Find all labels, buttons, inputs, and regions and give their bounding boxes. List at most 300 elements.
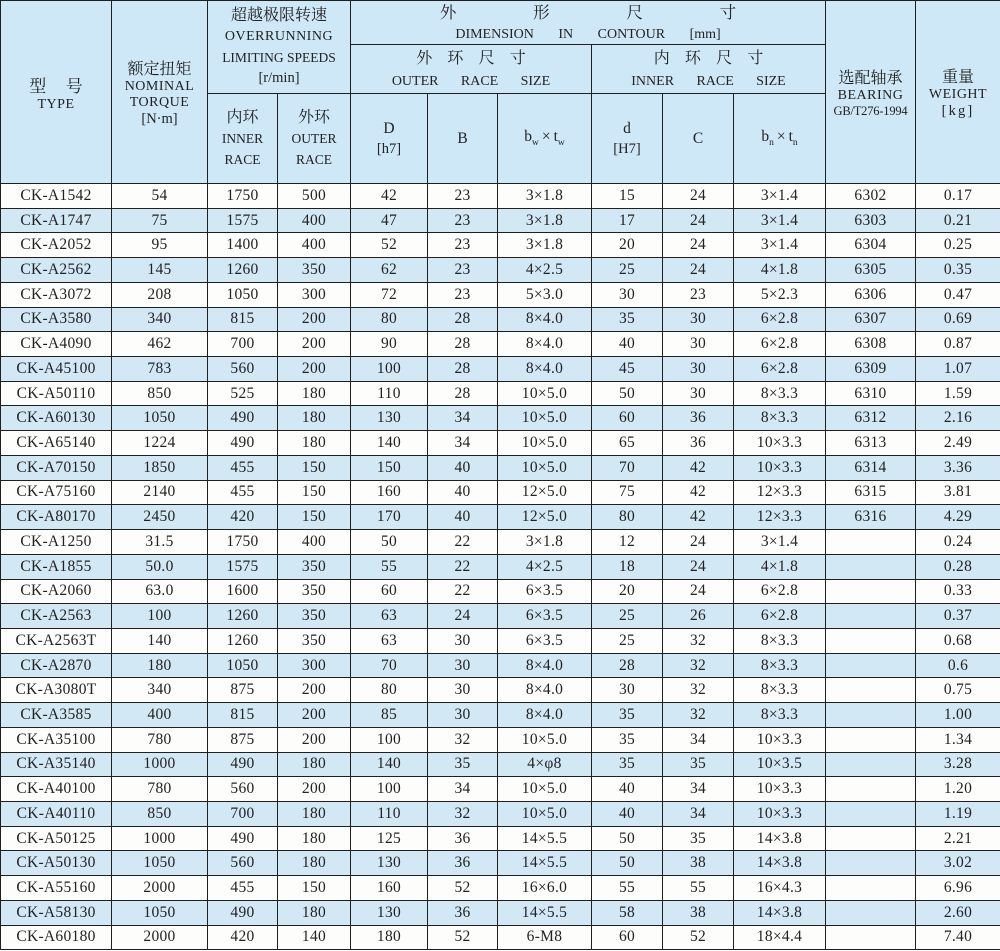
cell-bntn: 3×1.4 [734,208,826,233]
cell-bntn: 6×2.8 [734,604,826,629]
cell-torque: 340 [112,307,208,332]
cell-bntn: 4×1.8 [734,258,826,283]
cell-B: 22 [428,554,498,579]
bearing-standard: GB/T276-1994 [833,104,908,118]
cell-weight: 0.24 [916,530,1000,555]
cell-D: 63 [351,628,428,653]
cell-type: CK-A3080T [1,678,112,703]
cell-C: 24 [663,530,734,555]
cell-bntn: 8×3.3 [734,381,826,406]
cell-weight: 2.16 [916,406,1000,431]
cell-speed-inner: 1050 [208,653,278,678]
cell-speed-outer: 180 [278,752,351,777]
cell-bearing: 6307 [826,307,916,332]
cell-C: 34 [663,777,734,802]
cell-weight: 1.00 [916,703,1000,728]
col-header-inner-race-size [592,45,826,94]
cell-torque: 63.0 [112,579,208,604]
cell-d: 25 [592,258,663,283]
cell-bearing [826,876,916,901]
inner-race-size-zh: 内 环 尺 寸 [653,49,769,67]
cell-weight: 1.20 [916,777,1000,802]
cell-C: 30 [663,307,734,332]
cell-D: 160 [351,876,428,901]
cell-speed-inner: 1260 [208,628,278,653]
cell-speed-outer: 200 [278,777,351,802]
table-row [1,777,1000,802]
speed-inner-en1: INNER [221,131,264,146]
cell-weight: 3.81 [916,480,1000,505]
cell-d: 12 [592,530,663,555]
cell-B: 28 [428,307,498,332]
cell-bwtw: 8×4.0 [498,678,592,703]
cell-d: 50 [592,381,663,406]
torque-label-zh: 额定扭矩 [127,61,192,78]
cell-weight: 1.59 [916,381,1000,406]
cell-bearing [826,604,916,629]
cell-bwtw: 10×5.0 [498,801,592,826]
speeds-unit: [r/min] [258,70,300,86]
cell-d: 40 [592,777,663,802]
cell-d: 30 [592,282,663,307]
cell-bearing [826,579,916,604]
cell-bntn: 12×3.3 [734,505,826,530]
cell-weight: 0.87 [916,332,1000,357]
table-row [1,480,1000,505]
table-row [1,530,1000,555]
table-row [1,282,1000,307]
cell-bwtw: 10×5.0 [498,777,592,802]
cell-bntn: 8×3.3 [734,406,826,431]
cell-type: CK-A40110 [1,801,112,826]
cell-type: CK-A4090 [1,332,112,357]
cell-bntn: 5×2.3 [734,282,826,307]
cell-speed-outer: 350 [278,604,351,629]
cell-d: 50 [592,826,663,851]
cell-torque: 850 [112,381,208,406]
table-row [1,703,1000,728]
col-header-torque [112,1,208,184]
cell-d: 25 [592,628,663,653]
cell-type: CK-A58130 [1,900,112,925]
cell-bearing [826,752,916,777]
cell-B: 28 [428,357,498,382]
cell-weight: 6.96 [916,876,1000,901]
cell-bwtw: 5×3.0 [498,282,592,307]
cell-C: 35 [663,826,734,851]
cell-speed-inner: 1750 [208,184,278,209]
cell-B: 30 [428,653,498,678]
cell-speed-inner: 1260 [208,258,278,283]
cell-B: 32 [428,801,498,826]
cell-type: CK-A1542 [1,184,112,209]
cell-d: 50 [592,851,663,876]
cell-bntn: 4×1.8 [734,554,826,579]
B-symbol: B [457,129,468,147]
cell-weight: 3.28 [916,752,1000,777]
cell-torque: 2000 [112,876,208,901]
cell-bwtw: 3×1.8 [498,233,592,258]
cell-B: 40 [428,480,498,505]
cell-torque: 780 [112,727,208,752]
cell-speed-outer: 150 [278,480,351,505]
cell-C: 36 [663,431,734,456]
cell-D: 60 [351,579,428,604]
cell-bntn: 8×3.3 [734,628,826,653]
cell-torque: 100 [112,604,208,629]
cell-D: 100 [351,777,428,802]
cell-D: 125 [351,826,428,851]
cell-torque: 1850 [112,455,208,480]
cell-torque: 462 [112,332,208,357]
speed-inner-zh: 内环 [226,109,259,126]
col-header-dimension [351,1,826,45]
col-header-speed-outer [278,94,351,184]
cell-speed-inner: 700 [208,332,278,357]
col-header-speeds [208,1,351,94]
cell-C: 32 [663,628,734,653]
cell-D: 130 [351,851,428,876]
cell-speed-outer: 200 [278,357,351,382]
cell-type: CK-A3580 [1,307,112,332]
cell-d: 55 [592,876,663,901]
cell-D: 62 [351,258,428,283]
cell-bwtw: 16×6.0 [498,876,592,901]
cell-torque: 2450 [112,505,208,530]
cell-bwtw: 4×2.5 [498,258,592,283]
cell-D: 110 [351,381,428,406]
cell-d: 30 [592,678,663,703]
D-symbol: D [383,119,395,137]
cell-torque: 31.5 [112,530,208,555]
cell-weight: 0.37 [916,604,1000,629]
cell-type: CK-A50125 [1,826,112,851]
outer-race-size-en: OUTER RACE SIZE [391,73,551,89]
bearing-label-en: BEARING [837,88,904,103]
cell-B: 23 [428,258,498,283]
cell-weight: 3.02 [916,851,1000,876]
type-label-zh: 型 号 [29,76,91,96]
table-row [1,604,1000,629]
cell-speed-inner: 560 [208,777,278,802]
cell-speed-inner: 875 [208,727,278,752]
cell-bwtw: 8×4.0 [498,357,592,382]
cell-bntn: 14×3.8 [734,851,826,876]
weight-label-en: WEIGHT [928,87,988,102]
cell-B: 30 [428,703,498,728]
cell-bwtw: 14×5.5 [498,900,592,925]
cell-D: 63 [351,604,428,629]
cell-D: 50 [351,530,428,555]
cell-bntn: 14×3.8 [734,826,826,851]
cell-D: 110 [351,801,428,826]
cell-speed-inner: 815 [208,307,278,332]
cell-bntn: 6×2.8 [734,357,826,382]
cell-C: 32 [663,653,734,678]
cell-bwtw: 6×3.5 [498,579,592,604]
cell-d: 18 [592,554,663,579]
cell-d: 65 [592,431,663,456]
d-tolerance: [H7] [613,140,641,157]
col-header-B [428,94,498,184]
torque-label-en2: TORQUE [129,95,190,110]
cell-D: 130 [351,406,428,431]
table-row [1,307,1000,332]
cell-bwtw: 4×2.5 [498,554,592,579]
cell-bntn: 6×2.8 [734,579,826,604]
cell-d: 17 [592,208,663,233]
cell-C: 24 [663,554,734,579]
cell-bearing [826,777,916,802]
speed-outer-zh: 外环 [297,109,330,126]
cell-type: CK-A40100 [1,777,112,802]
cell-bntn: 10×3.3 [734,801,826,826]
cell-bwtw: 3×1.8 [498,184,592,209]
cell-C: 34 [663,801,734,826]
cell-speed-inner: 1600 [208,579,278,604]
cell-bearing: 6315 [826,480,916,505]
cell-bearing: 6312 [826,406,916,431]
cell-bwtw: 3×1.8 [498,530,592,555]
cell-C: 42 [663,505,734,530]
cell-type: CK-A2563 [1,604,112,629]
cell-speed-outer: 150 [278,455,351,480]
cell-D: 150 [351,455,428,480]
cell-type: CK-A3072 [1,282,112,307]
cell-weight: 0.6 [916,653,1000,678]
cell-type: CK-A60180 [1,925,112,950]
cell-B: 22 [428,530,498,555]
cell-bwtw: 10×5.0 [498,727,592,752]
cell-C: 38 [663,851,734,876]
cell-speed-outer: 300 [278,653,351,678]
cell-B: 36 [428,900,498,925]
col-header-d [592,94,663,184]
cell-torque: 180 [112,653,208,678]
cell-torque: 1050 [112,851,208,876]
cell-C: 42 [663,480,734,505]
cell-bwtw: 6×3.5 [498,604,592,629]
cell-bearing: 6313 [826,431,916,456]
cell-bwtw: 8×4.0 [498,307,592,332]
cell-D: 90 [351,332,428,357]
cell-speed-outer: 180 [278,900,351,925]
cell-B: 24 [428,604,498,629]
cell-bearing [826,628,916,653]
weight-label-zh: 重量 [941,69,974,86]
cell-speed-outer: 180 [278,801,351,826]
cell-D: 55 [351,554,428,579]
cell-C: 32 [663,703,734,728]
cell-weight: 1.07 [916,357,1000,382]
cell-speed-inner: 1575 [208,208,278,233]
outer-race-size-zh: 外 环 尺 寸 [416,49,532,67]
cell-type: CK-A50110 [1,381,112,406]
col-header-C [663,94,734,184]
col-header-speed-inner [208,94,278,184]
cell-d: 35 [592,307,663,332]
cell-B: 34 [428,777,498,802]
cell-d: 35 [592,752,663,777]
cell-bwtw: 14×5.5 [498,851,592,876]
table-row [1,505,1000,530]
cell-bntn: 14×3.8 [734,900,826,925]
cell-speed-outer: 350 [278,554,351,579]
cell-B: 34 [428,431,498,456]
cell-C: 52 [663,925,734,950]
cell-type: CK-A2563T [1,628,112,653]
cell-bntn: 12×3.3 [734,480,826,505]
cell-torque: 780 [112,777,208,802]
cell-weight: 0.25 [916,233,1000,258]
cell-B: 23 [428,233,498,258]
cell-d: 40 [592,801,663,826]
cell-speed-inner: 420 [208,505,278,530]
table-row [1,900,1000,925]
cell-weight: 0.21 [916,208,1000,233]
cell-speed-outer: 200 [278,307,351,332]
cell-B: 32 [428,727,498,752]
cell-torque: 145 [112,258,208,283]
cell-torque: 95 [112,233,208,258]
cell-torque: 75 [112,208,208,233]
cell-C: 35 [663,752,734,777]
cell-speed-inner: 420 [208,925,278,950]
cell-C: 34 [663,727,734,752]
cell-d: 75 [592,480,663,505]
cell-type: CK-A70150 [1,455,112,480]
cell-bwtw: 14×5.5 [498,826,592,851]
table-row [1,826,1000,851]
cell-C: 30 [663,381,734,406]
cell-C: 32 [663,678,734,703]
cell-bwtw: 12×5.0 [498,480,592,505]
cell-type: CK-A2052 [1,233,112,258]
table-row [1,925,1000,950]
cell-bearing [826,851,916,876]
table-header [1,1,1000,184]
cell-d: 70 [592,455,663,480]
cell-D: 80 [351,307,428,332]
cell-speed-outer: 180 [278,381,351,406]
cell-speed-inner: 1400 [208,233,278,258]
cell-D: 100 [351,727,428,752]
cell-d: 45 [592,357,663,382]
cell-B: 28 [428,381,498,406]
cell-speed-outer: 200 [278,727,351,752]
cell-bearing: 6309 [826,357,916,382]
cell-d: 58 [592,900,663,925]
table-body [1,184,1000,950]
cell-bntn: 6×2.8 [734,307,826,332]
cell-speed-inner: 490 [208,406,278,431]
cell-speed-outer: 400 [278,233,351,258]
cell-D: 100 [351,357,428,382]
cell-bearing: 6303 [826,208,916,233]
cell-type: CK-A50130 [1,851,112,876]
col-header-bntn [734,94,826,184]
cell-C: 30 [663,357,734,382]
cell-torque: 783 [112,357,208,382]
D-tolerance: [h7] [376,140,402,157]
cell-B: 36 [428,826,498,851]
cell-bwtw: 10×5.0 [498,406,592,431]
cell-bwtw: 8×4.0 [498,653,592,678]
cell-bearing: 6308 [826,332,916,357]
cell-speed-inner: 560 [208,357,278,382]
table-row [1,628,1000,653]
cell-bwtw: 4×φ8 [498,752,592,777]
cell-speed-inner: 700 [208,801,278,826]
cell-D: 180 [351,925,428,950]
cell-speed-inner: 490 [208,900,278,925]
cell-speed-outer: 180 [278,826,351,851]
cell-weight: 4.29 [916,505,1000,530]
cell-bntn: 3×1.4 [734,530,826,555]
cell-speed-outer: 200 [278,703,351,728]
cell-bearing: 6314 [826,455,916,480]
cell-d: 60 [592,925,663,950]
cell-type: CK-A1747 [1,208,112,233]
cell-C: 24 [663,233,734,258]
table-row [1,381,1000,406]
cell-speed-outer: 180 [278,431,351,456]
cell-B: 28 [428,332,498,357]
cell-C: 24 [663,208,734,233]
cell-bwtw: 10×5.0 [498,455,592,480]
col-header-weight [916,1,1000,184]
cell-B: 23 [428,208,498,233]
table-row [1,876,1000,901]
inner-race-size-en: INNER RACE SIZE [631,73,786,89]
dimension-label-en: DIMENSION IN CONTOUR [mm] [455,27,721,42]
cell-bntn: 6×2.8 [734,332,826,357]
cell-speed-outer: 350 [278,258,351,283]
cell-d: 20 [592,579,663,604]
cell-speed-outer: 400 [278,208,351,233]
cell-bearing: 6306 [826,282,916,307]
table-row [1,332,1000,357]
cell-B: 40 [428,455,498,480]
col-header-outer-race-size [351,45,592,94]
cell-bwtw: 10×5.0 [498,381,592,406]
cell-speed-inner: 1575 [208,554,278,579]
cell-torque: 1000 [112,826,208,851]
cell-C: 36 [663,406,734,431]
cell-bntn: 8×3.3 [734,653,826,678]
cell-bearing: 6305 [826,258,916,283]
type-label-en: TYPE [37,96,75,112]
cell-type: CK-A2562 [1,258,112,283]
cell-speed-inner: 525 [208,381,278,406]
cell-weight: 0.68 [916,628,1000,653]
cell-torque: 2140 [112,480,208,505]
cell-weight: 0.47 [916,282,1000,307]
cell-d: 35 [592,703,663,728]
cell-torque: 1050 [112,406,208,431]
cell-speed-outer: 300 [278,282,351,307]
cell-bwtw: 6×3.5 [498,628,592,653]
cell-torque: 140 [112,628,208,653]
col-header-bwtw [498,94,592,184]
d-symbol: d [623,119,631,137]
cell-type: CK-A80170 [1,505,112,530]
cell-D: 70 [351,653,428,678]
C-symbol: C [692,129,704,147]
cell-weight: 2.60 [916,900,1000,925]
cell-speed-inner: 1050 [208,282,278,307]
cell-D: 140 [351,431,428,456]
